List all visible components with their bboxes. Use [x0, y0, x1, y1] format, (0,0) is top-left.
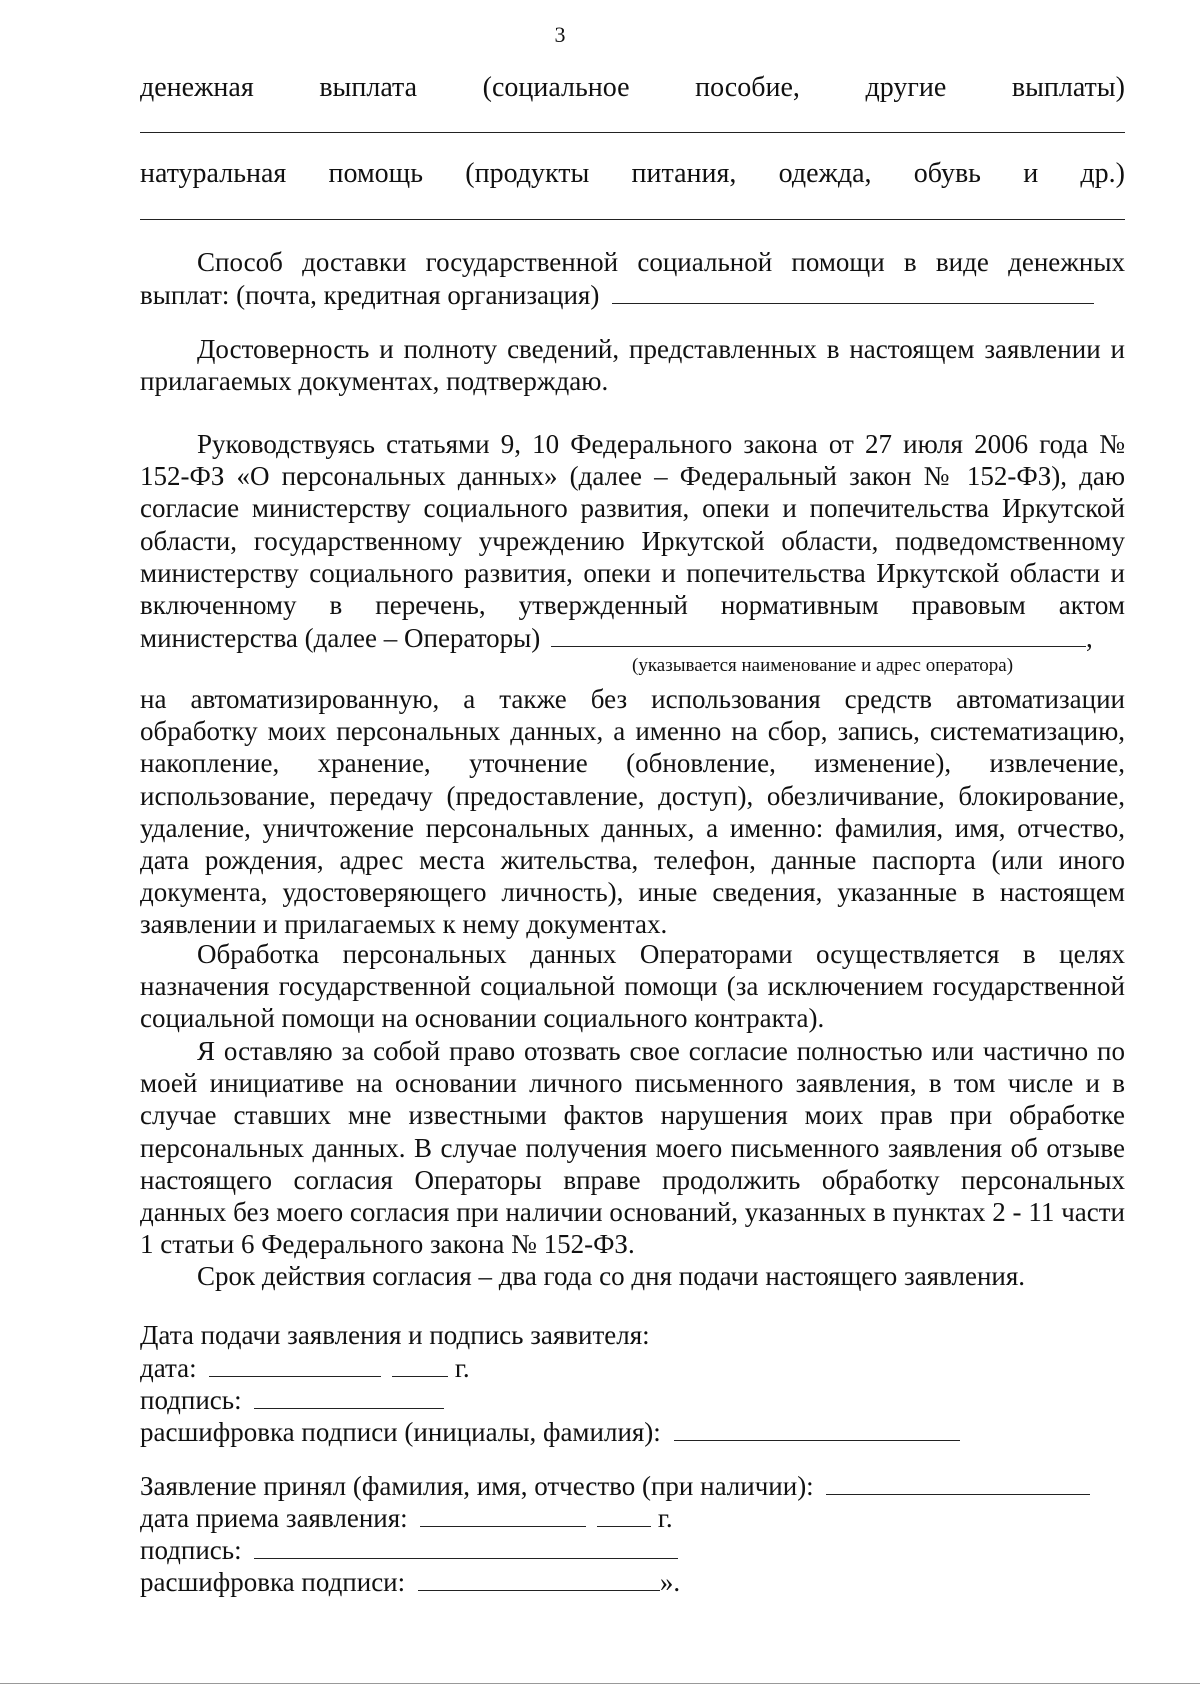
word: питания,	[631, 158, 737, 189]
consent-paragraph-start: Руководствуясь статьями 9, 10 Федерального закона от 27 июля 2006 года № 152-ФЗ «О персональных данных» (далее – Федеральный закон № 152-ФЗ), даю согласие министерству социального развития, опеки и попечительства Иркутской области, государственному учреждению Иркутской области, подведомственному министерству социального развития, опеки и попечительства Иркутской области и включенному в перечень, утвержденный нормативным правовым актом министерства (далее – Операторы) ,	[140, 429, 1125, 654]
operator-note: (указывается наименование и адрес оператора)	[632, 655, 1014, 676]
delivery-line-2: выплат: (почта, кредитная организация)	[140, 278, 1094, 311]
applicant-year-blank[interactable]	[392, 1351, 448, 1377]
scan-bottom-edge	[0, 1683, 1200, 1684]
receiver-signature-line: подпись:	[140, 1533, 678, 1566]
delivery-line-1: Способ доставки государственной социальной помощи в виде денежных	[197, 247, 1125, 277]
word: денежная	[140, 72, 254, 103]
purpose-paragraph: Обработка персональных данных Операторами осуществляется в целях назначения государственной социальной помощи (за исключением государственной социальной помощи на основании социального контракта).	[140, 939, 1125, 1034]
receiver-name-blank[interactable]	[826, 1469, 1090, 1495]
word: и	[1023, 158, 1039, 189]
word: пособие,	[695, 72, 800, 103]
applicant-signature-line: подпись:	[140, 1383, 444, 1416]
receiver-accepted-line: Заявление принял (фамилия, имя, отчество (при наличии):	[140, 1469, 1090, 1502]
receiver-year-blank[interactable]	[597, 1501, 651, 1527]
receiver-signature-blank[interactable]	[254, 1533, 678, 1559]
word: (социальное	[482, 72, 630, 103]
word: натуральная	[140, 158, 287, 189]
reliability-paragraph: Достоверность и полноту сведений, представленных в настоящем заявлении и прилагаемых документах, подтверждаю.	[140, 334, 1125, 397]
applicant-date-blank[interactable]	[209, 1351, 381, 1377]
receiver-decode-blank[interactable]	[418, 1565, 660, 1591]
word: (продукты	[465, 158, 590, 189]
word: другие	[865, 72, 947, 103]
validity-paragraph: Срок действия согласия – два года со дня подачи настоящего заявления.	[197, 1261, 1026, 1291]
money-payment-blank[interactable]	[140, 132, 1125, 133]
applicant-heading: Дата подачи заявления и подпись заявителя:	[140, 1320, 650, 1350]
word: выплаты)	[1011, 72, 1125, 103]
receiver-decode-line: расшифровка подписи: ».	[140, 1567, 681, 1597]
word: помощь	[328, 158, 424, 189]
delivery-method-blank[interactable]	[612, 278, 1094, 304]
applicant-date-line: дата: г.	[140, 1353, 470, 1383]
word: одежда,	[778, 158, 872, 189]
consent-paragraph-end: на автоматизированную, а также без использования средств автоматизации обработку моих персональных данных, а именно на сбор, запись, систематизацию, накопление, хранение, уточнение (обновление, изменение), извлечение, использование, передачу (предоставление, доступ), обезличивание, блокирование, удаление, уничтожение персональных данных, а именно: фамилия, имя, отчество, дата рождения, адрес места жительства, телефон, данные паспорта (или иного документа, удостоверяющего личность), иные сведения, указанные в настоящем заявлении и прилагаемых к нему документах.	[140, 684, 1125, 940]
withdrawal-paragraph: Я оставляю за собой право отозвать свое согласие полностью или частично по моей инициативе на основании личного письменного заявления, в том числе и в случае ставших мне известными фактов нарушения моих прав при обработке персональных данных. В случае получения моего письменного заявления об отзыве настоящего согласия Операторы вправе продолжить обработку персональных данных без моего согласия при наличии оснований, указанных в пунктах 2 - 11 части 1 статьи 6 Федерального закона № 152-ФЗ.	[140, 1036, 1125, 1260]
page-number: 3	[554, 22, 566, 47]
receiver-date-blank[interactable]	[420, 1501, 586, 1527]
natural-help-blank[interactable]	[140, 219, 1125, 220]
word: обувь	[913, 158, 981, 189]
operator-blank[interactable]	[551, 621, 1086, 647]
applicant-decode-line: расшифровка подписи (инициалы, фамилия):	[140, 1415, 960, 1448]
applicant-decode-blank[interactable]	[674, 1415, 960, 1441]
word: выплата	[319, 72, 418, 103]
natural-help-row	[140, 158, 1125, 190]
applicant-signature-blank[interactable]	[254, 1383, 444, 1409]
word: др.)	[1080, 158, 1125, 189]
money-payment-row	[140, 72, 1125, 104]
receiver-date-line: дата приема заявления: г.	[140, 1503, 673, 1533]
